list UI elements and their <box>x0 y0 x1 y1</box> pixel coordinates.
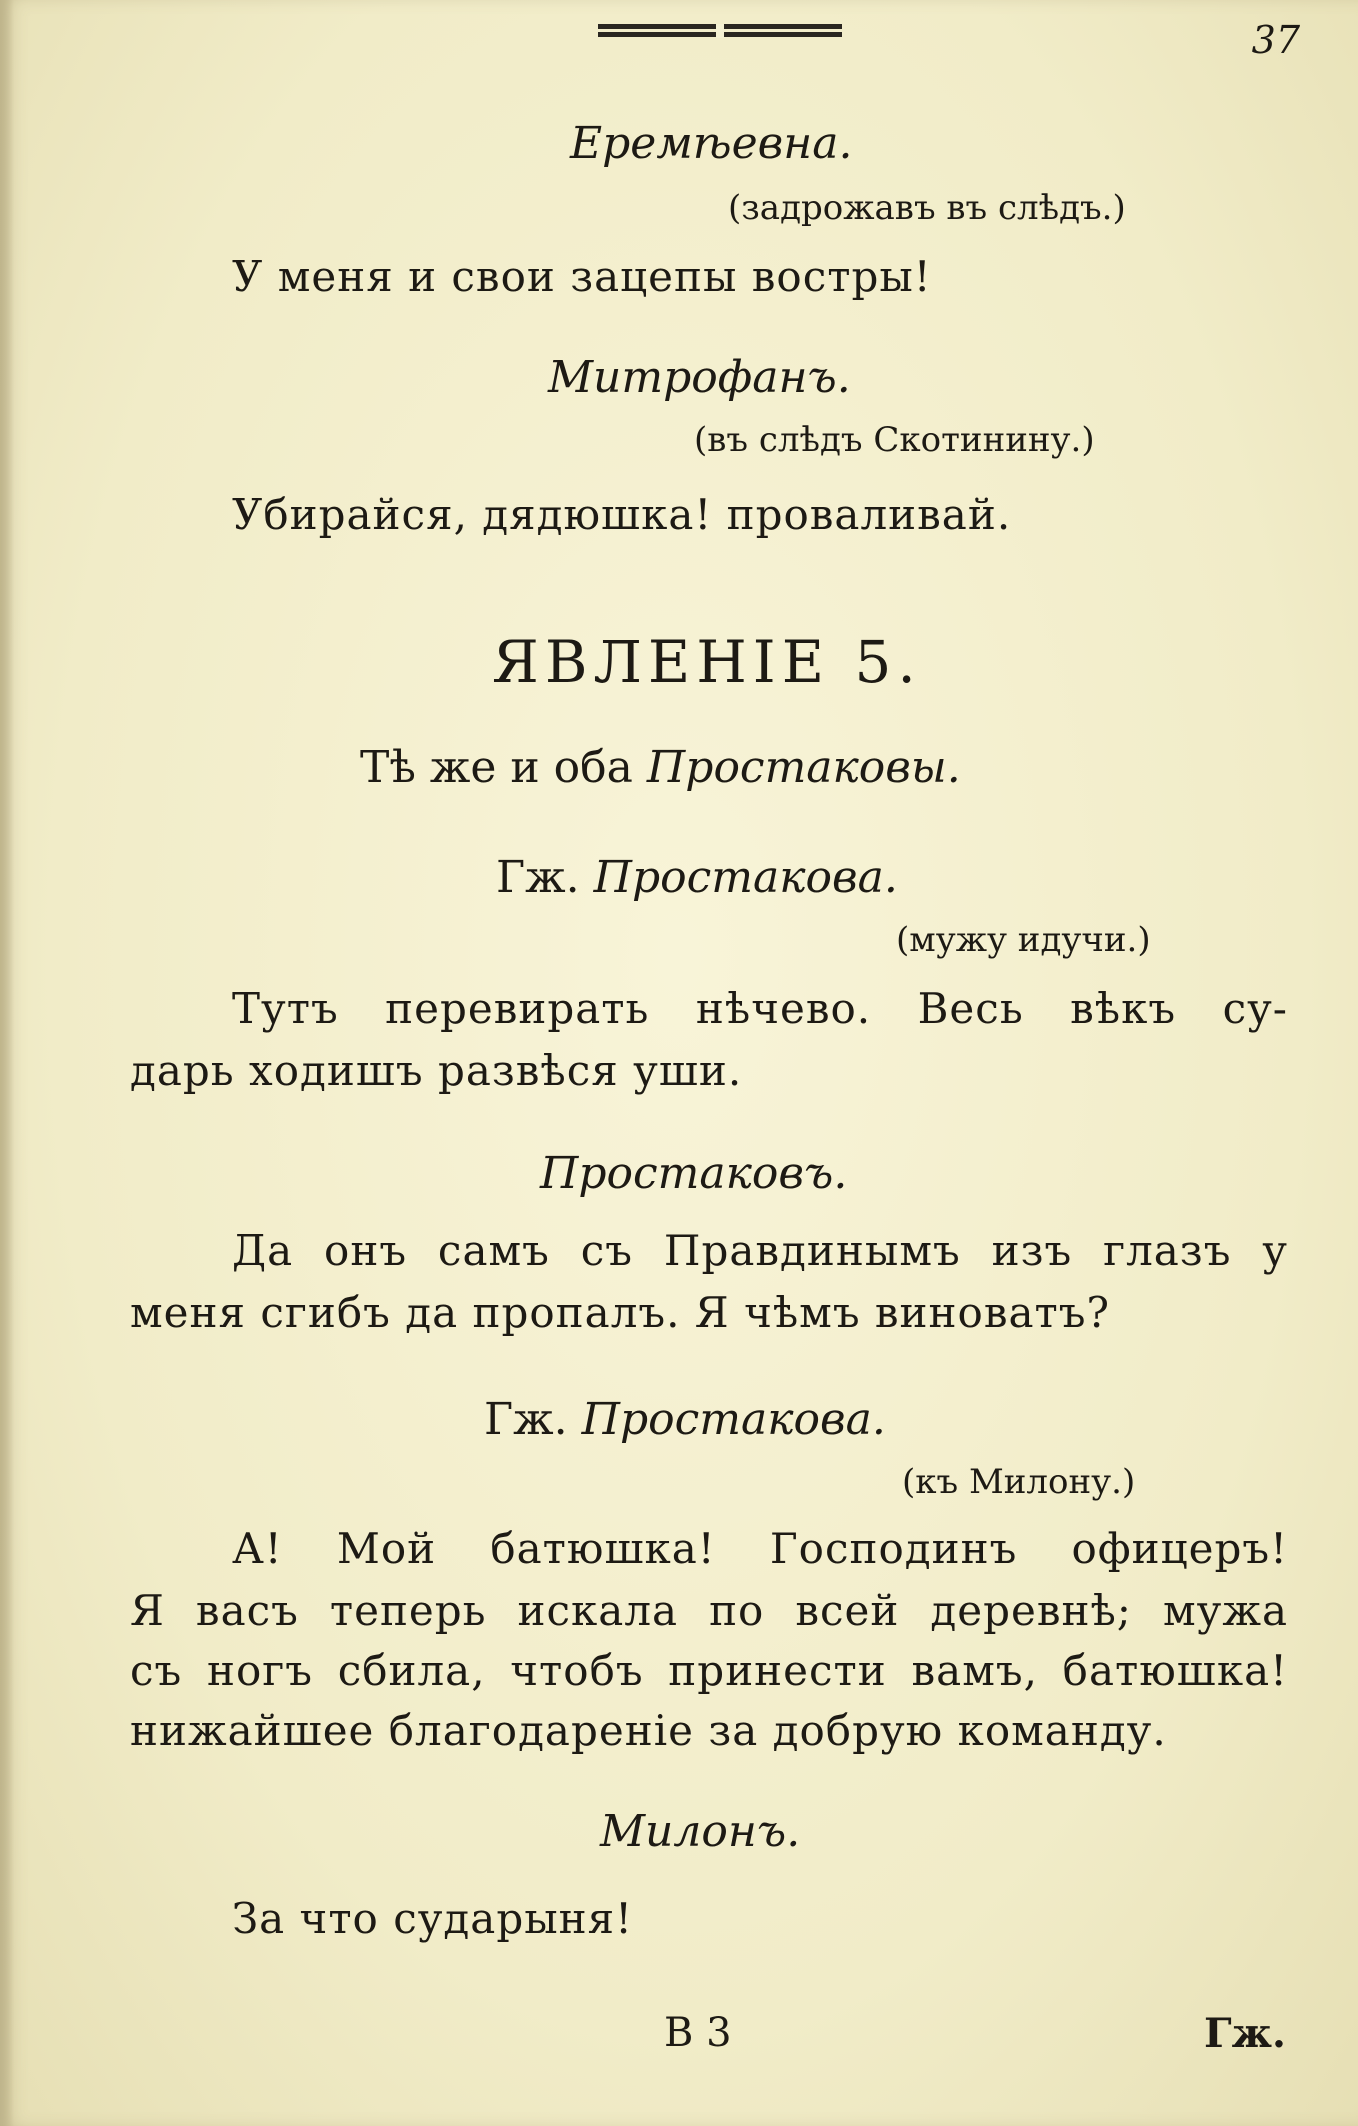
dialogue-line: А! Мой батюшка! Господинъ офицеръ! <box>232 1524 1288 1573</box>
dialogue-line: меня сгибъ да пропалъ. Я чѣмъ виноватъ? <box>130 1288 1110 1337</box>
dialogue-line: За что сударыня! <box>232 1894 634 1943</box>
page-spine-shadow <box>0 0 14 2126</box>
speaker-eremeevna: Еремѣевна. <box>570 118 853 169</box>
dialogue-line: Я васъ теперь искала по всей деревнѣ; мужа <box>130 1586 1288 1635</box>
speaker-mitrofan: Митрофанъ. <box>548 352 851 403</box>
signature-mark: В 3 <box>664 2010 732 2056</box>
stage-direction: (мужу идучи.) <box>896 920 1151 960</box>
dramatis-personae <box>360 742 961 793</box>
speaker-prefix: Гж. <box>484 1394 568 1445</box>
speaker-prostakov: Простаковъ. <box>540 1148 848 1199</box>
speaker-name: Простакова. <box>593 852 898 903</box>
dialogue-line: У меня и свои зацепы востры! <box>232 252 932 301</box>
dramatis-names: Простаковы. <box>646 742 961 793</box>
dialogue-line: нижайшее благодареніе за добрую команду. <box>130 1706 1167 1755</box>
dialogue-line: съ ногъ сбила, чтобъ принести вамъ, батюшка! <box>130 1646 1288 1695</box>
dramatis-prefix: Тѣ же и оба <box>360 742 633 793</box>
dialogue-line: Тутъ перевирать нѣчево. Весь вѣкъ су- <box>232 984 1288 1033</box>
dialogue-line: Да онъ самъ съ Правдинымъ изъ глазъ у <box>232 1226 1288 1275</box>
speaker-prostakova <box>496 852 898 903</box>
speaker-milon: Милонъ. <box>600 1806 801 1857</box>
scene-heading: ЯВЛЕНІЕ 5. <box>492 628 922 696</box>
stage-direction: (задрожавъ въ слѣдъ.) <box>728 188 1126 228</box>
dialogue-line: дарь ходишъ развѣся уши. <box>130 1046 743 1095</box>
header-rule <box>598 24 842 38</box>
stage-direction: (къ Милону.) <box>902 1462 1136 1502</box>
catchword: Гж. <box>1204 2010 1286 2057</box>
stage-direction: (въ слѣдъ Скотинину.) <box>694 420 1095 460</box>
speaker-prefix: Гж. <box>496 852 580 903</box>
speaker-name: Простакова. <box>581 1394 886 1445</box>
speaker-prostakova <box>484 1394 886 1445</box>
dialogue-line: Убирайся, дядюшка! проваливай. <box>232 490 1012 539</box>
page-number: 37 <box>1251 18 1300 62</box>
